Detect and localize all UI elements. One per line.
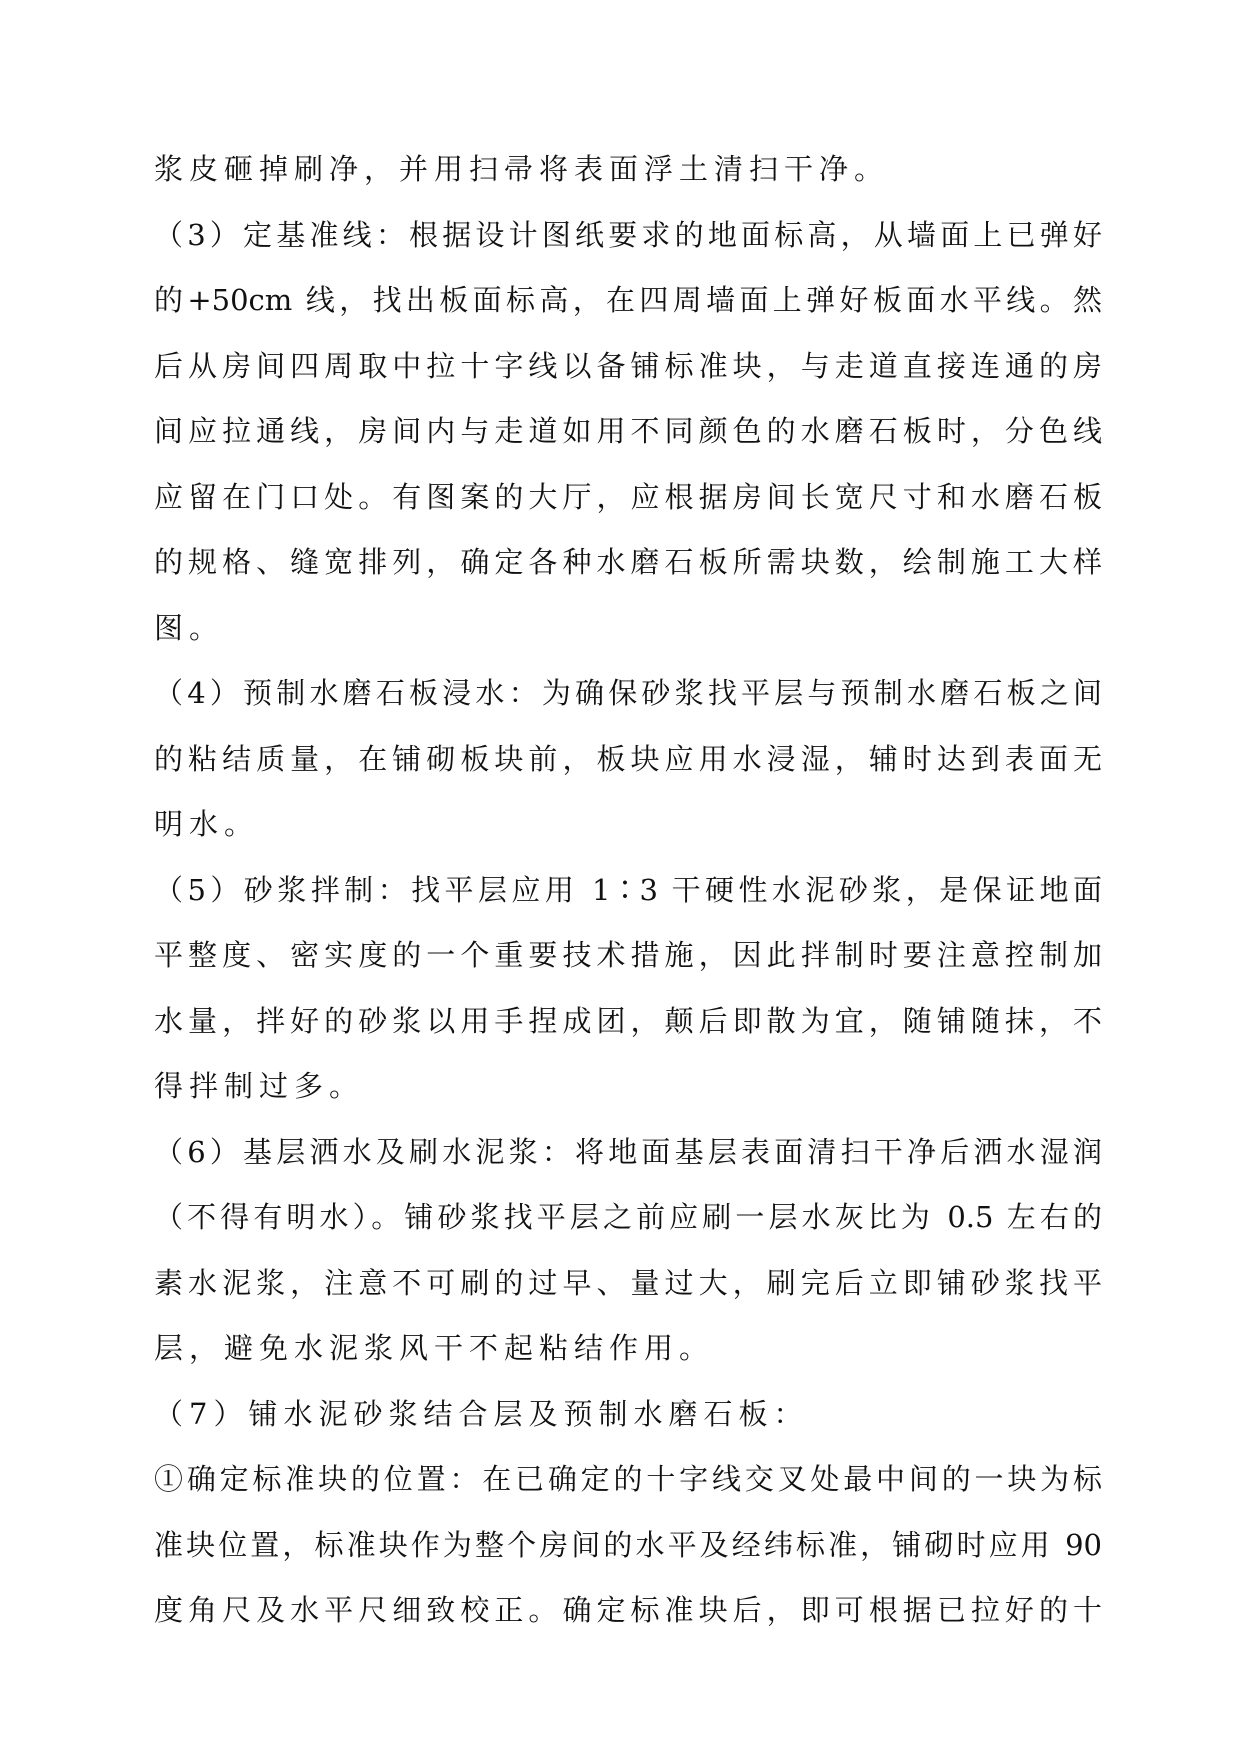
text-line: 浆皮砸掉刷净，并用扫帚将表面浮土清扫干净。 <box>154 152 890 186</box>
text-line: 平整度、密实度的一个重要技术措施，因此拌制时要注意控制加 <box>154 938 1102 972</box>
text-line: 图。 <box>154 610 225 645</box>
text-line: 度角尺及水平尺细致校正。确定标准块后，即可根据已拉好的十 <box>154 1593 1102 1627</box>
text-line: （7）铺水泥砂浆结合层及预制水磨石板： <box>154 1396 809 1431</box>
text-line: （4）预制水磨石板浸水：为确保砂浆找平层与预制水磨石板之间 <box>154 676 1102 710</box>
text-line: 应留在门口处。有图案的大厅，应根据房间长宽尺寸和水磨石板 <box>154 479 1102 514</box>
body-text <box>154 137 1102 1644</box>
text-line: 后从房间四周取中拉十字线以备铺标准块，与走道直接连通的房 <box>154 348 1102 383</box>
text-line: （6）基层洒水及刷水泥浆：将地面基层表面清扫干净后洒水湿润 <box>154 1134 1102 1169</box>
text-line: ①确定标准块的位置：在已确定的十字线交叉处最中间的一块为标 <box>154 1462 1102 1496</box>
text-line: （不得有明水）。铺砂浆找平层之前应刷一层水灰比为 0.5 左右的 <box>154 1200 1102 1234</box>
text-line: 间应拉通线，房间内与走道如用不同颜色的水磨石板时，分色线 <box>154 414 1102 448</box>
text-line: 的规格、缝宽排列，确定各种水磨石板所需块数，绘制施工大样 <box>154 545 1102 579</box>
text-line: 的粘结质量，在铺砌板块前，板块应用水浸湿，辅时达到表面无 <box>154 741 1102 776</box>
text-line: 层，避免水泥浆风干不起粘结作用。 <box>154 1331 715 1365</box>
text-line: 的+50cm 线，找出板面标高，在四周墙面上弹好板面水平线。然 <box>154 283 1102 317</box>
text-line: 准块位置，标准块作为整个房间的水平及经纬标准，铺砌时应用 90 <box>154 1527 1102 1562</box>
text-line: 明水。 <box>154 807 260 841</box>
text-line: （5）砂浆拌制：找平层应用 1∶3 干硬性水泥砂浆，是保证地面 <box>154 872 1102 907</box>
text-line: 素水泥浆，注意不可刷的过早、量过大，刷完后立即铺砂浆找平 <box>154 1265 1102 1300</box>
text-line: （3）定基准线：根据设计图纸要求的地面标高，从墙面上已弹好 <box>154 217 1102 252</box>
text-line: 得拌制过多。 <box>154 1069 365 1103</box>
text-line: 水量，拌好的砂浆以用手捏成团，颠后即散为宜，随铺随抹，不 <box>154 1003 1102 1038</box>
